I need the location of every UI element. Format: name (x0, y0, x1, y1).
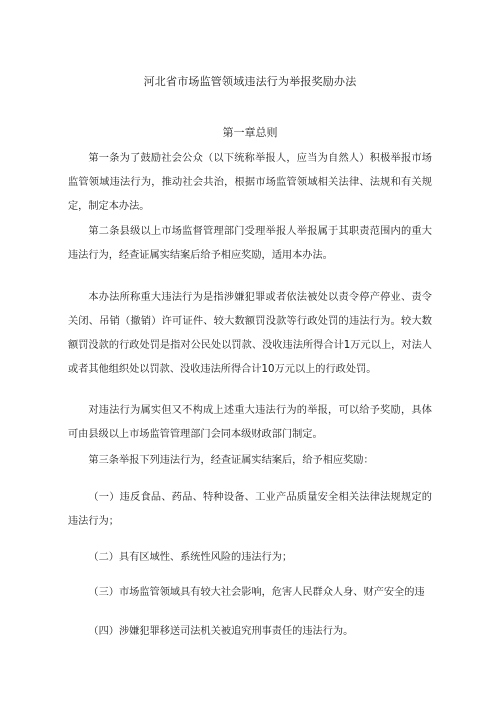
article-1-paragraph: 第一条为了鼓励社会公众（以下统称举报人，应当为自然人）积极举报市场监管领域违法行为，推动社会共治，根据市场监管领域相关法律、法规和有关规定，制定本办法。 (68, 153, 432, 212)
article-2-paragraph: 第二条县级以上市场监督管理部门受理举报人举报属于其职责范围内的重大违法行为，经查证属实结案后给予相应奖励，适用本办法。 (68, 226, 432, 261)
chapter-heading: 第一章总则 (222, 126, 278, 139)
minor-violation-paragraph: 对违法行为属实但又不构成上述重大违法行为的举报，可以给予奖励，具体可由县级以上市场监管管理部门会同本级财政部门制定。 (68, 405, 432, 440)
major-violation-definition-paragraph: 本办法所称重大违法行为是指涉嫌犯罪或者依法被处以责令停产停业、责令关闭、吊销（撤销）许可证件、较大数额罚没款等行政处罚的违法行为。较大数额罚没款的行政处罚是指对公民处以罚款、没收违法所得合计1万元以上，对法人或者其他组织处以罚款、没收违法所得合计10万元以上的行政处罚。 (68, 292, 432, 375)
article-3-paragraph: 第三条举报下列违法行为，经查证属实结案后，给予相应奖励： (88, 455, 374, 466)
list-item: （四）涉嫌犯罪移送司法机关被追究刑事责任的违法行为。 (88, 626, 354, 637)
document-title: 河北省市场监管领域违法行为举报奖励办法 (143, 75, 357, 88)
list-item: （一）违反食品、药品、特种设备、工业产品质量安全相关法律法规规定的违法行为； (68, 492, 432, 527)
list-item: （二）具有区域性、系统性风险的违法行为； (88, 552, 293, 563)
list-item: （三）市场监管领域具有较大社会影响，危害人民群众人身、财产安全的违 (88, 587, 425, 598)
